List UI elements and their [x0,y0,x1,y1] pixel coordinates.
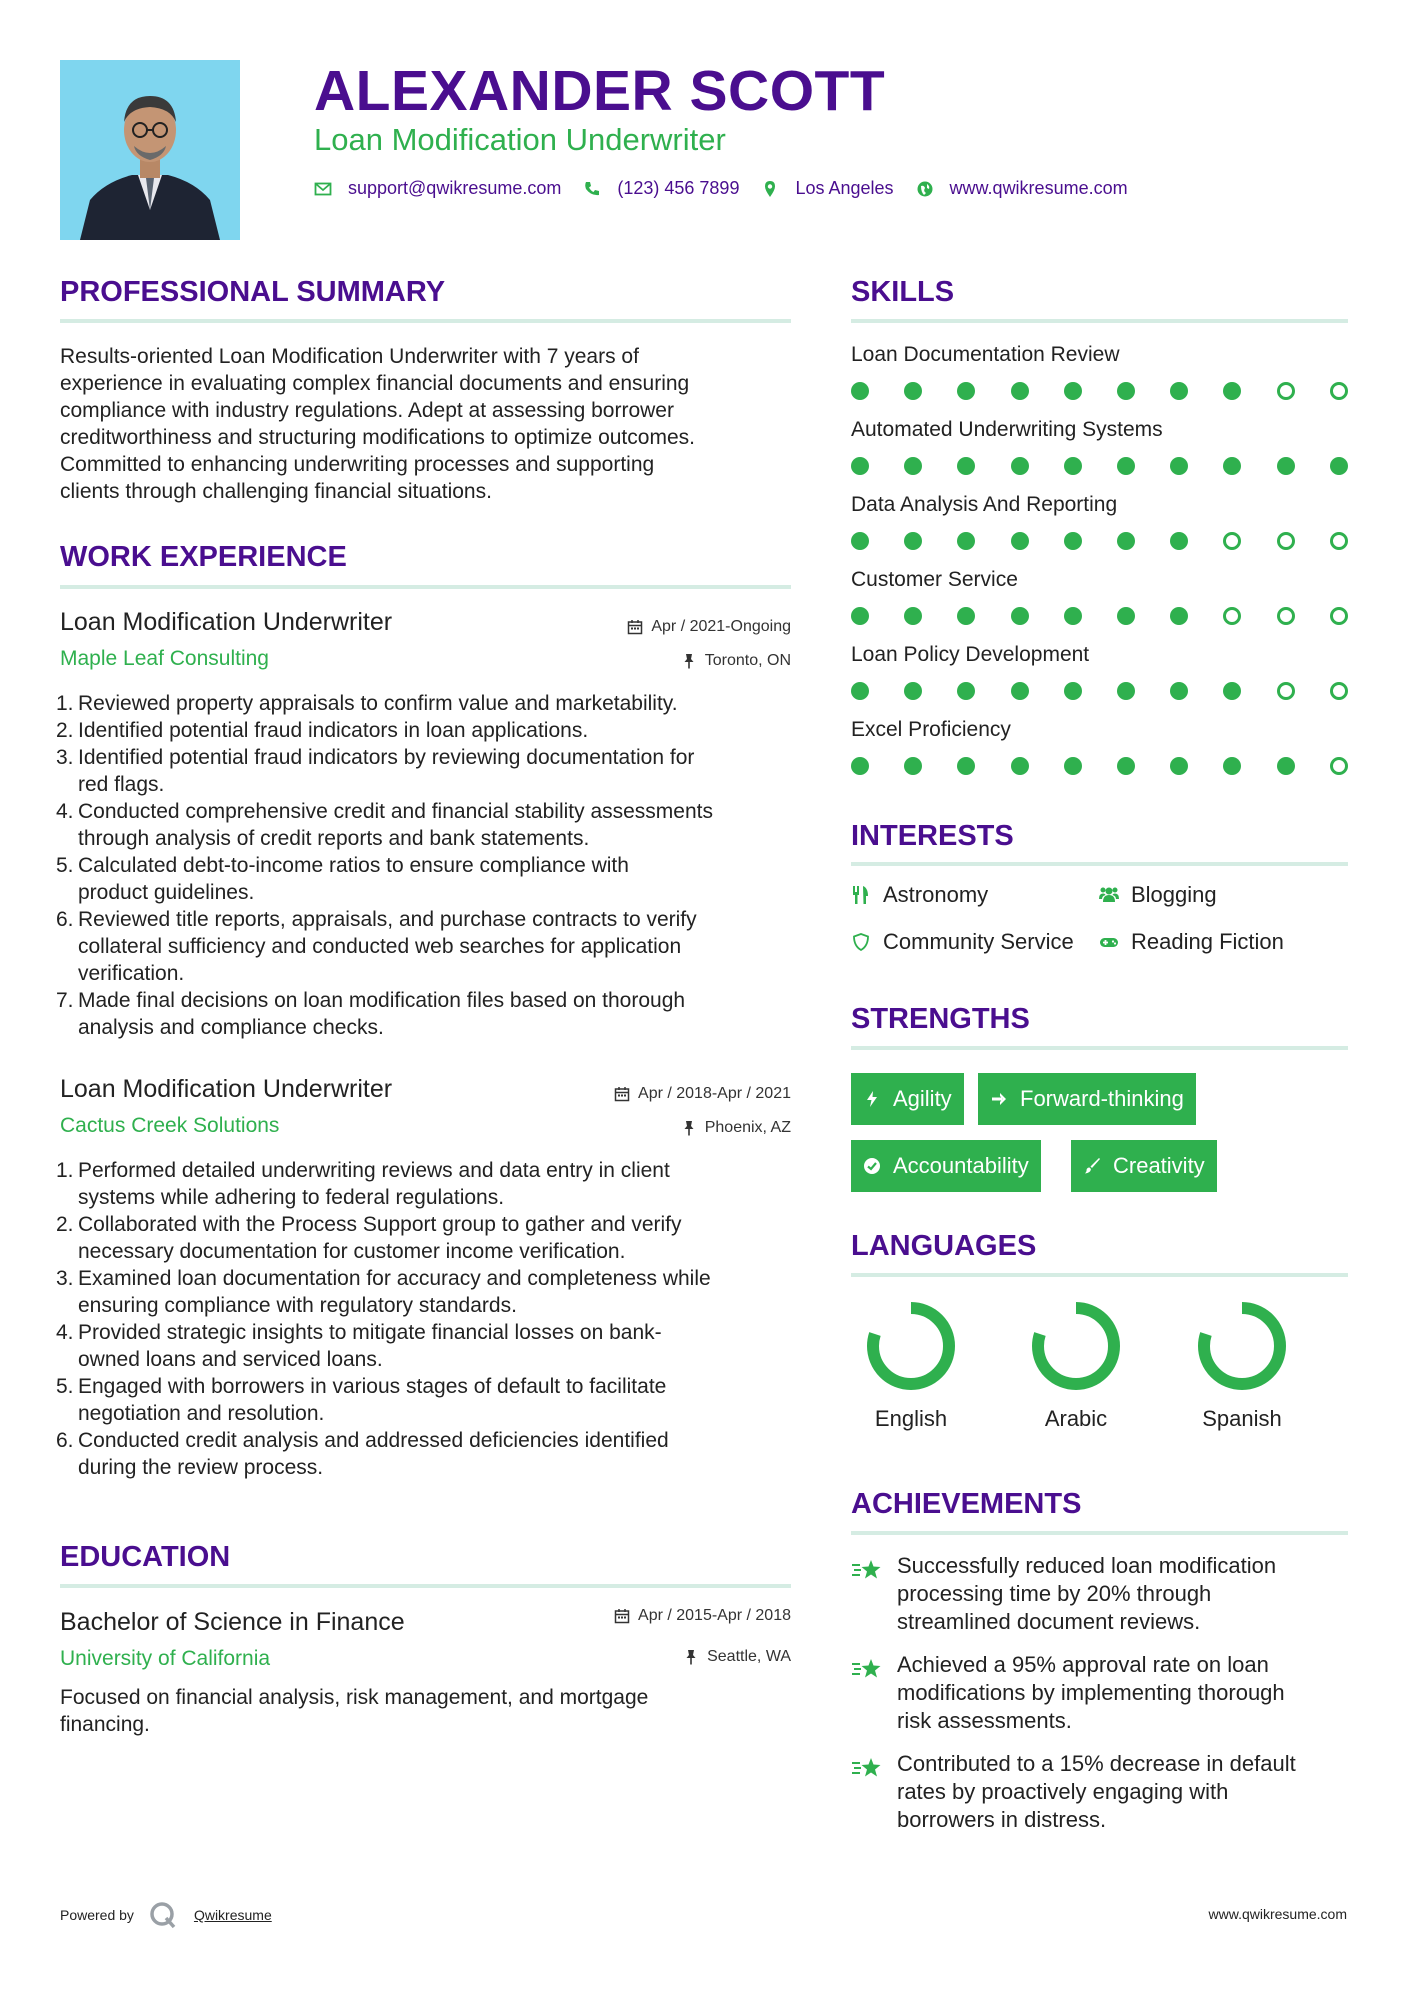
language-gauge-arc [1038,1308,1114,1384]
item-number: 4. [56,800,74,823]
item-number: 7. [56,989,74,1012]
rating-dot-filled [851,757,869,775]
item-line: through analysis of credit reports and bank statements. [78,827,590,850]
item-line: Examined loan documentation for accuracy and completeness while [78,1267,711,1290]
skill-label: Automated Underwriting Systems [851,418,1163,441]
contact-email[interactable] [314,178,561,199]
rating-dot-filled [904,607,922,625]
rating-dot-filled [1011,382,1029,400]
strength-tag [851,1073,964,1125]
brush-icon [1083,1157,1101,1175]
skill-label: Loan Policy Development [851,643,1090,666]
rating-dot-filled [851,382,869,400]
rating-dot-filled [1277,757,1295,775]
rating-dot-filled [1223,382,1241,400]
list-item [56,1427,800,1481]
experience-heading: WORK EXPERIENCE [60,541,347,573]
language-item [841,1300,981,1432]
language-gauge [1196,1300,1288,1392]
interest-label: Astronomy [883,882,989,907]
job-title: Loan Modification Underwriter [60,1075,393,1103]
rating-dot-filled [851,682,869,700]
company-name: Cactus Creek Solutions [60,1114,280,1137]
item-line: Engaged with borrowers in various stages of default to facilitate [78,1375,667,1398]
achievements-heading: ACHIEVEMENTS [851,1488,1082,1520]
item-line: Conducted comprehensive credit and financial stability assessments [78,800,713,823]
achievement-item [851,1750,1331,1834]
list-item [56,690,800,717]
item-line: Performed detailed underwriting reviews and data entry in client [78,1159,670,1182]
rating-dot-filled [957,457,975,475]
achievement-line: rates by proactively engaging with [897,1779,1229,1804]
star-burst-icon [851,1556,883,1584]
company-name: Maple Leaf Consulting [60,647,269,670]
achievement-text [897,1552,1276,1636]
rating-dot-filled [1170,382,1188,400]
rating-dot-filled [1117,757,1135,775]
rating-dot-filled [1117,457,1135,475]
contact-website[interactable] [916,178,1128,199]
list-item [56,717,800,744]
item-line: Reviewed property appraisals to confirm value and marketability. [78,692,678,715]
achievement-line: processing time by 20% through [897,1581,1212,1606]
languages-heading: LANGUAGES [851,1230,1037,1262]
skill-label: Loan Documentation Review [851,343,1120,366]
language-item [1172,1300,1312,1432]
language-label: English [874,1406,948,1431]
list-item [56,1211,800,1265]
footer-powered-by [60,1900,272,1930]
rating-dot-filled [904,382,922,400]
education-heading: EDUCATION [60,1541,231,1573]
rating-dot-filled [1011,457,1029,475]
list-item [56,1319,800,1373]
envelope-icon [314,180,332,198]
language-gauge-arc [1204,1308,1280,1384]
rating-dot-filled [1064,382,1082,400]
item-line: Provided strategic insights to mitigate financial losses on bank- [78,1321,662,1344]
rating-dot-empty [1330,757,1348,775]
candidate-name: ALEXANDER SCOTT [314,59,886,123]
rating-dot-filled [957,382,975,400]
profile-photo [60,60,240,240]
website-text: www.qwikresume.com [949,178,1128,198]
strengths-divider [851,1046,1348,1050]
job-duties-list [56,690,800,1041]
rating-dot-filled [957,682,975,700]
summary-line: experience in evaluating complex financial documents and ensuring [60,372,690,395]
rating-dot-filled [1117,532,1135,550]
job-date-text: Apr / 2018-Apr / 2021 [638,1085,791,1102]
skill-label: Data Analysis And Reporting [851,493,1118,516]
location-text: Los Angeles [795,178,894,198]
summary-line: compliance with industry regulations. Adept at assessing borrower [60,399,674,422]
item-number: 3. [56,746,74,769]
rating-dot-filled [1064,532,1082,550]
item-line: Calculated debt-to-income ratios to ensure compliance with [78,854,629,877]
rating-dot-empty [1277,607,1295,625]
item-line: ensuring compliance with regulatory standards. [78,1294,517,1317]
interests-divider [851,862,1348,866]
rating-dot-filled [851,532,869,550]
list-item [56,798,800,852]
rating-dot-filled [1223,757,1241,775]
brand-link[interactable]: Qwikresume [193,1907,272,1923]
item-line: verification. [78,962,185,985]
interest-item [851,882,988,908]
achievement-text [897,1750,1296,1834]
skill-rating [851,457,1351,477]
star-burst-icon [851,1655,883,1683]
list-item [56,987,800,1041]
achievement-line: risk assessments. [897,1708,1072,1733]
strength-tag [978,1073,1196,1125]
item-line: Identified potential fraud indicators in loan applications. [78,719,589,742]
item-line: Reviewed title reports, appraisals, and purchase contracts to verify [78,908,697,931]
contact-location [761,178,893,199]
education-date [614,1607,791,1625]
job-duties-list [56,1157,800,1481]
rating-dot-filled [1170,532,1188,550]
rating-dot-filled [1330,457,1348,475]
list-item [56,1265,800,1319]
achievement-item [851,1552,1331,1636]
rating-dot-empty [1277,682,1295,700]
item-line: product guidelines. [78,881,255,904]
rating-dot-filled [904,457,922,475]
job-place-text: Phoenix, AZ [704,1119,791,1136]
phone-text: (123) 456 7899 [617,178,740,198]
item-number: 2. [56,719,74,742]
list-item [56,744,800,798]
item-line: necessary documentation for customer income verification. [78,1240,626,1263]
rating-dot-filled [1064,682,1082,700]
footer-url[interactable]: www.qwikresume.com [1208,1906,1347,1922]
contact-bar [314,178,1150,199]
email-text: support@qwikresume.com [348,178,562,198]
job-place [681,1119,791,1137]
summary-line: clients through challenging financial situations. [60,480,492,503]
interest-label: Blogging [1131,882,1217,907]
language-item [1006,1300,1146,1432]
achievement-line: Achieved a 95% approval rate on loan [897,1652,1269,1677]
item-number: 2. [56,1213,74,1236]
item-number: 6. [56,908,74,931]
strength-label: Agility [893,1086,952,1111]
list-item [56,1157,800,1211]
rating-dot-filled [1170,757,1188,775]
job-place-text: Toronto, ON [704,652,791,669]
language-gauge-arc [873,1308,949,1384]
bolt-icon [863,1090,881,1108]
rating-dot-filled [904,757,922,775]
education-description [60,1684,800,1738]
item-number: 4. [56,1321,74,1344]
rating-dot-filled [1011,532,1029,550]
language-gauge [1030,1300,1122,1392]
rating-dot-filled [1064,457,1082,475]
languages-divider [851,1273,1348,1277]
job-date-text: Apr / 2021-Ongoing [651,618,791,635]
rating-dot-empty [1277,382,1295,400]
rating-dot-filled [957,757,975,775]
rating-dot-filled [851,457,869,475]
powered-by-text: Powered by [60,1907,134,1923]
item-line: owned loans and serviced loans. [78,1348,383,1371]
rating-dot-empty [1277,532,1295,550]
language-label: Spanish [1202,1406,1282,1431]
calendar-icon [614,1086,630,1102]
rating-dot-filled [1011,607,1029,625]
rating-dot-filled [1170,607,1188,625]
job-place [681,652,791,670]
education-date-text: Apr / 2015-Apr / 2018 [638,1607,791,1624]
globe-icon [916,180,934,198]
strength-label: Forward-thinking [1020,1086,1184,1111]
summary-line: Results-oriented Loan Modification Underwriter with 7 years of [60,345,639,368]
skill-rating [851,607,1351,627]
school-name: University of California [60,1647,271,1670]
education-line: Focused on financial analysis, risk management, and mortgage [60,1686,649,1709]
achievement-line: Contributed to a 15% decrease in default [897,1751,1296,1776]
pin-icon [683,1649,699,1665]
group-icon [1099,885,1119,905]
interest-label: Reading Fiction [1131,929,1284,954]
rating-dot-filled [1117,382,1135,400]
rating-dot-empty [1223,532,1241,550]
summary-line: creditworthiness and structuring modifications to optimize outcomes. [60,426,695,449]
rating-dot-filled [904,682,922,700]
item-number: 5. [56,854,74,877]
star-burst-icon [851,1754,883,1782]
rating-dot-empty [1330,682,1348,700]
education-place [683,1648,791,1666]
pin-icon [681,653,697,669]
candidate-role: Loan Modification Underwriter [314,122,726,157]
achievement-line: modifications by implementing thorough [897,1680,1285,1705]
check-circle-icon [863,1157,881,1175]
job-date [627,618,791,636]
item-line: Made final decisions on loan modification files based on thorough [78,989,686,1012]
rating-dot-filled [1223,457,1241,475]
strength-tag [1071,1140,1217,1192]
item-line: negotiation and resolution. [78,1402,325,1425]
rating-dot-filled [851,607,869,625]
rating-dot-filled [1170,682,1188,700]
rating-dot-filled [1277,457,1295,475]
rating-dot-filled [904,532,922,550]
language-label: Arabic [1044,1406,1108,1431]
strength-tag [851,1140,1041,1192]
achievement-line: streamlined document reviews. [897,1609,1201,1634]
skill-rating [851,382,1351,402]
item-line: during the review process. [78,1456,324,1479]
rating-dot-filled [1117,682,1135,700]
rating-dot-filled [957,607,975,625]
rating-dot-filled [957,532,975,550]
calendar-icon [614,1608,630,1624]
interest-item [1099,882,1217,908]
strength-label: Accountability [893,1153,1029,1178]
experience-divider [60,585,791,589]
list-item [56,906,800,987]
list-item [56,852,800,906]
skill-label: Customer Service [851,568,1018,591]
phone-icon [583,180,601,198]
job-date [614,1085,791,1103]
calendar-icon [627,619,643,635]
skill-rating [851,757,1351,777]
skills-heading: SKILLS [851,276,955,308]
rating-dot-filled [1011,682,1029,700]
item-line: collateral sufficiency and conducted web searches for application [78,935,682,958]
education-place-text: Seattle, WA [707,1648,791,1665]
interest-item [1099,929,1284,955]
item-line: Conducted credit analysis and addressed deficiencies identified [78,1429,669,1452]
rating-dot-filled [1011,757,1029,775]
skill-rating [851,532,1351,552]
item-number: 1. [56,692,74,715]
summary-text [60,343,810,505]
language-gauge [865,1300,957,1392]
job-title: Loan Modification Underwriter [60,608,393,636]
education-divider [60,1584,791,1588]
item-line: red flags. [78,773,165,796]
item-line: Identified potential fraud indicators by reviewing documentation for [78,746,695,769]
rating-dot-filled [1223,682,1241,700]
arrow-right-icon [990,1090,1008,1108]
summary-divider [60,319,791,323]
summary-line: Committed to enhancing underwriting processes and supporting [60,453,655,476]
education-line: financing. [60,1713,150,1736]
rating-dot-filled [1170,457,1188,475]
achievements-divider [851,1531,1348,1535]
shield-icon [851,932,871,952]
strength-label: Creativity [1113,1153,1205,1178]
strengths-heading: STRENGTHS [851,1003,1030,1035]
item-number: 3. [56,1267,74,1290]
item-line: analysis and compliance checks. [78,1016,384,1039]
pin-icon [681,1120,697,1136]
item-number: 6. [56,1429,74,1452]
item-line: Collaborated with the Process Support group to gather and verify [78,1213,682,1236]
degree-title: Bachelor of Science in Finance [60,1608,405,1636]
gamepad-icon [1099,932,1119,952]
interest-label: Community Service [883,929,1074,954]
rating-dot-empty [1330,382,1348,400]
rating-dot-filled [1117,607,1135,625]
rating-dot-empty [1223,607,1241,625]
cutlery-icon [851,885,871,905]
item-line: systems while adhering to federal regulations. [78,1186,505,1209]
person-portrait-icon [60,60,240,240]
item-number: 5. [56,1375,74,1398]
item-number: 1. [56,1159,74,1182]
achievement-item [851,1651,1331,1735]
rating-dot-empty [1330,607,1348,625]
skill-label: Excel Proficiency [851,718,1011,741]
skills-divider [851,319,1348,323]
achievement-text [897,1651,1285,1735]
qwikresume-logo-icon [148,1900,178,1930]
contact-phone[interactable] [583,178,739,199]
rating-dot-filled [1064,757,1082,775]
rating-dot-filled [1064,607,1082,625]
summary-heading: PROFESSIONAL SUMMARY [60,276,446,308]
skill-rating [851,682,1351,702]
achievement-line: Successfully reduced loan modification [897,1553,1277,1578]
achievement-line: borrowers in distress. [897,1807,1107,1832]
interests-heading: INTERESTS [851,820,1014,852]
interest-item [851,929,1074,955]
map-marker-icon [761,180,779,198]
list-item [56,1373,800,1427]
rating-dot-empty [1330,532,1348,550]
